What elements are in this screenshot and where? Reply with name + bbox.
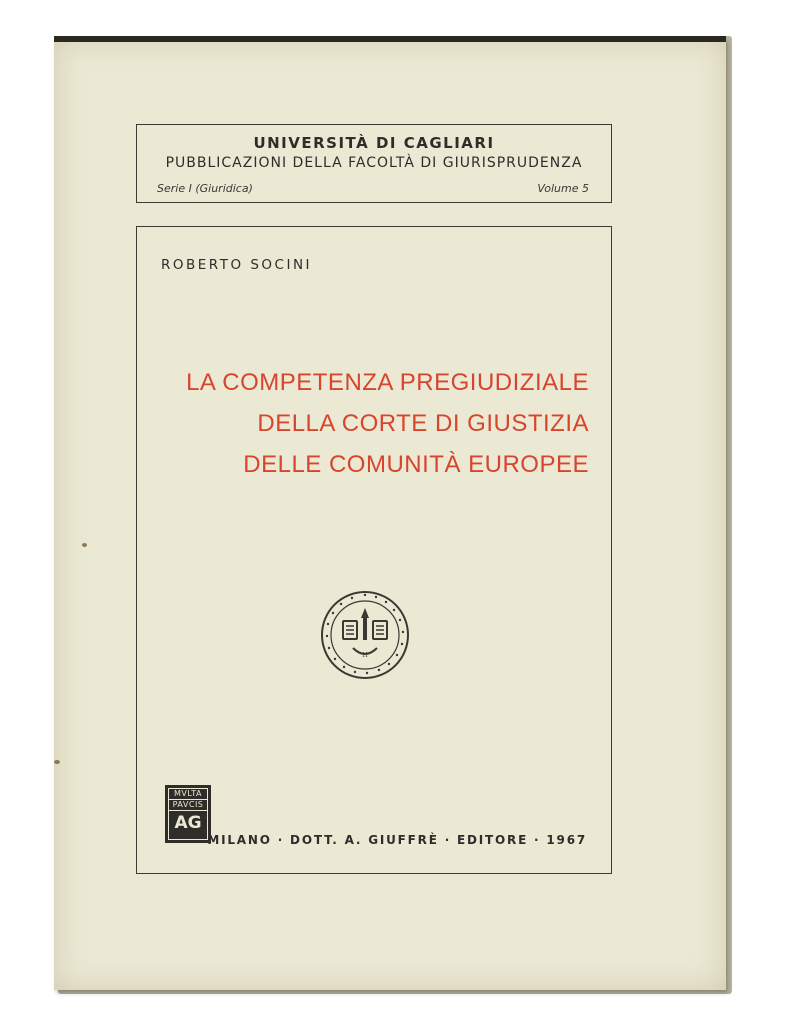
publisher-logo-line-1: MVLTA bbox=[169, 789, 207, 800]
imprint-line: MILANO · DOTT. A. GIUFFRÈ · EDITORE · 1967 bbox=[207, 833, 587, 847]
author-name: ROBERTO SOCINI bbox=[161, 257, 313, 273]
volume-label: Volume 5 bbox=[537, 182, 589, 195]
paper-stain bbox=[54, 760, 60, 764]
title-line-3: DELLE COMUNITÀ EUROPEE bbox=[243, 451, 589, 478]
svg-text:H: H bbox=[362, 652, 368, 659]
series-label: Serie I (Giuridica) bbox=[157, 182, 253, 195]
publisher-logo-initials: AG bbox=[174, 813, 202, 833]
title-line-1: LA COMPETENZA PREGIUDIZIALE bbox=[186, 369, 589, 396]
publisher-logo bbox=[165, 785, 211, 843]
university-name: UNIVERSITÀ DI CAGLIARI bbox=[253, 134, 495, 152]
cover-top-edge bbox=[54, 36, 726, 42]
title-line-2: DELLA CORTE DI GIUSTIZIA bbox=[257, 410, 589, 437]
series-header-box bbox=[136, 124, 612, 203]
university-seal-icon bbox=[320, 590, 410, 680]
paper-stain bbox=[82, 543, 87, 547]
main-frame bbox=[136, 226, 612, 874]
publication-series: PUBBLICAZIONI DELLA FACOLTÀ DI GIURISPRUDENZA bbox=[165, 155, 583, 171]
publisher-logo-line-2: PAVCIS bbox=[169, 800, 207, 811]
